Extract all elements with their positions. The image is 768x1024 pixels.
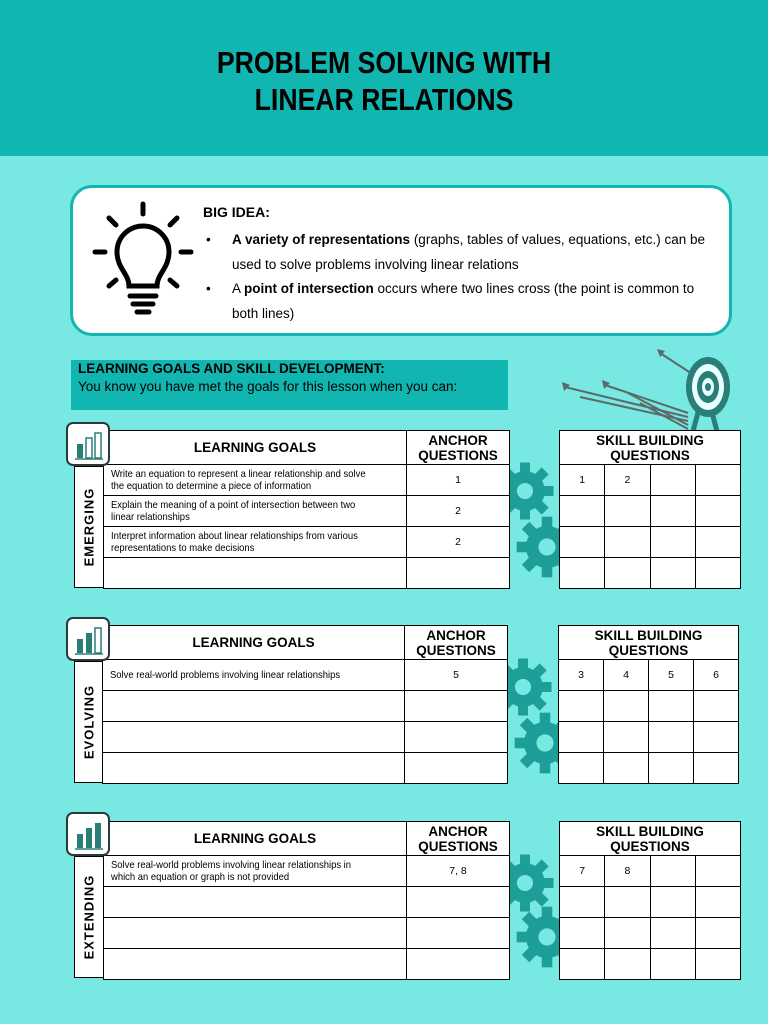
anchor-question[interactable]: 2 xyxy=(407,496,510,527)
skill-cell[interactable] xyxy=(695,527,740,558)
learning-goals-heading: LEARNING GOALS AND SKILL DEVELOPMENT: xyxy=(78,361,385,376)
big-idea-item xyxy=(203,228,723,277)
skill-cell[interactable] xyxy=(604,722,649,753)
table-row xyxy=(104,465,510,496)
skill-cell[interactable] xyxy=(650,856,695,887)
table-row xyxy=(559,753,739,784)
skill-cell[interactable] xyxy=(604,691,649,722)
goals-column-header: LEARNING GOALS xyxy=(104,822,407,856)
level-label: EMERGING xyxy=(81,487,97,567)
skill-cell[interactable] xyxy=(605,496,650,527)
skill-building-table xyxy=(559,430,741,589)
section-emerging xyxy=(0,422,768,592)
table-row xyxy=(104,558,510,589)
skill-cell[interactable] xyxy=(560,949,605,980)
skill-column-header xyxy=(560,822,741,856)
skill-cell[interactable] xyxy=(694,722,739,753)
table-row xyxy=(103,660,508,691)
table-row xyxy=(104,527,510,558)
table-row xyxy=(560,887,741,918)
anchor-question[interactable] xyxy=(407,558,510,589)
table-row xyxy=(104,918,510,949)
skill-cell[interactable] xyxy=(695,887,740,918)
anchor-question[interactable] xyxy=(405,722,508,753)
big-idea-item xyxy=(203,277,723,326)
level-sidebar xyxy=(74,661,104,783)
goal-text-line2: representations to make decisions xyxy=(111,542,255,554)
goal-text[interactable] xyxy=(104,558,407,589)
skill-cell[interactable] xyxy=(695,465,740,496)
skill-cell[interactable]: 4 xyxy=(604,660,649,691)
skill-cell[interactable] xyxy=(605,949,650,980)
skill-cell[interactable] xyxy=(650,887,695,918)
table-row xyxy=(560,558,741,589)
bar-chart-1-icon xyxy=(66,422,110,466)
goal-text[interactable] xyxy=(103,753,405,784)
skill-cell[interactable] xyxy=(604,753,649,784)
table-row xyxy=(103,722,508,753)
skill-building-table xyxy=(559,821,741,980)
goal-text xyxy=(104,496,407,527)
goal-text xyxy=(104,856,407,887)
anchor-question[interactable]: 1 xyxy=(407,465,510,496)
table-row xyxy=(560,465,741,496)
skill-header-line2: QUESTIONS xyxy=(608,642,689,658)
lightbulb-icon xyxy=(91,200,195,318)
big-idea-item-bold: point of intersection xyxy=(244,281,374,296)
skill-cell[interactable] xyxy=(695,949,740,980)
big-idea-list xyxy=(203,228,723,326)
skill-column-header xyxy=(559,626,739,660)
skill-cell[interactable] xyxy=(650,949,695,980)
anchor-question[interactable] xyxy=(407,887,510,918)
skill-cell[interactable] xyxy=(650,918,695,949)
table-row xyxy=(104,496,510,527)
anchor-header-line2: QUESTIONS xyxy=(418,447,498,463)
table-row xyxy=(560,856,741,887)
skill-cell[interactable] xyxy=(605,887,650,918)
skill-cell[interactable] xyxy=(559,753,604,784)
big-idea-item-text: occurs where two lines cross (the point is common to both lines) xyxy=(232,281,695,321)
goal-text xyxy=(104,465,407,496)
skill-cell[interactable] xyxy=(560,918,605,949)
goals-column-header: LEARNING GOALS xyxy=(104,431,407,465)
skill-cell[interactable] xyxy=(695,856,740,887)
goal-text[interactable] xyxy=(104,887,407,918)
table-row xyxy=(560,527,741,558)
skill-cell[interactable] xyxy=(605,558,650,589)
goal-text-line1: Solve real-world problems involving linear relationships in xyxy=(111,859,352,871)
section-extending xyxy=(0,812,768,982)
skill-cell[interactable] xyxy=(560,527,605,558)
anchor-header-line1: ANCHOR xyxy=(428,432,488,448)
learning-goals-banner xyxy=(71,360,508,410)
skill-cell[interactable] xyxy=(560,496,605,527)
skill-cell[interactable]: 2 xyxy=(605,465,650,496)
skill-cell[interactable]: 1 xyxy=(560,465,605,496)
learning-goals-table xyxy=(102,625,508,784)
anchor-question[interactable] xyxy=(405,753,508,784)
skill-header-line1: SKILL BUILDING xyxy=(596,432,704,448)
anchor-question[interactable] xyxy=(405,691,508,722)
skill-cell[interactable] xyxy=(650,558,695,589)
table-row xyxy=(560,496,741,527)
big-idea-box xyxy=(70,185,732,336)
goals-column-header: LEARNING GOALS xyxy=(103,626,405,660)
goal-text[interactable] xyxy=(104,918,407,949)
skill-cell[interactable] xyxy=(650,527,695,558)
skill-cell[interactable] xyxy=(559,691,604,722)
anchor-column-header xyxy=(407,822,510,856)
skill-building-table xyxy=(558,625,739,784)
table-row xyxy=(559,691,739,722)
big-idea-item-pre: A xyxy=(232,281,245,296)
page-title-line2: LINEAR RELATIONS xyxy=(254,82,514,117)
bar-chart-3-icon xyxy=(66,812,110,856)
skill-column-header xyxy=(560,431,741,465)
skill-header-line2: QUESTIONS xyxy=(610,447,690,463)
skill-cell[interactable] xyxy=(650,496,695,527)
table-row xyxy=(560,949,741,980)
anchor-question[interactable]: 5 xyxy=(405,660,508,691)
skill-cell[interactable]: 8 xyxy=(605,856,650,887)
section-evolving xyxy=(0,617,768,787)
level-label: EXTENDING xyxy=(81,874,97,960)
table-row xyxy=(104,949,510,980)
skill-cell[interactable] xyxy=(649,722,694,753)
skill-cell[interactable]: 5 xyxy=(649,660,694,691)
skill-cell[interactable] xyxy=(605,918,650,949)
anchor-question[interactable]: 7, 8 xyxy=(407,856,510,887)
goal-text-line2: linear relationships xyxy=(111,511,190,523)
skill-cell[interactable]: 6 xyxy=(694,660,739,691)
big-idea-heading: BIG IDEA: xyxy=(203,204,270,220)
goal-text-line1: Interpret information about linear relationships from various xyxy=(111,530,358,542)
skill-cell[interactable]: 7 xyxy=(560,856,605,887)
level-label: EVOLVING xyxy=(81,684,97,760)
goal-text xyxy=(104,527,407,558)
page-title xyxy=(54,44,714,118)
page-title-line1: PROBLEM SOLVING WITH xyxy=(216,45,552,80)
skill-header-line2: QUESTIONS xyxy=(610,838,690,854)
table-row xyxy=(559,722,739,753)
skill-cell[interactable] xyxy=(560,887,605,918)
table-row xyxy=(559,660,739,691)
learning-goals-table xyxy=(103,430,510,589)
skill-cell[interactable] xyxy=(649,753,694,784)
anchor-question[interactable]: 2 xyxy=(407,527,510,558)
level-sidebar xyxy=(74,856,104,978)
bullet-icon: • xyxy=(206,281,211,296)
skill-header-line1: SKILL BUILDING xyxy=(596,823,704,839)
goal-text-line1: Write an equation to represent a linear relationship and solve xyxy=(111,468,366,480)
skill-cell[interactable] xyxy=(695,496,740,527)
skill-cell[interactable] xyxy=(694,753,739,784)
table-row xyxy=(560,918,741,949)
anchor-question[interactable] xyxy=(407,949,510,980)
skill-header-line1: SKILL BUILDING xyxy=(594,627,703,643)
goal-text[interactable] xyxy=(104,949,407,980)
skill-cell[interactable]: 3 xyxy=(559,660,604,691)
big-idea-item-bold: A variety of representations xyxy=(232,232,411,247)
anchor-header-line1: ANCHOR xyxy=(428,823,488,839)
table-row xyxy=(104,887,510,918)
page-header xyxy=(0,0,768,156)
skill-cell[interactable] xyxy=(560,558,605,589)
anchor-column-header xyxy=(407,431,510,465)
skill-cell[interactable] xyxy=(650,465,695,496)
table-row xyxy=(104,856,510,887)
big-idea-item-text: (graphs, tables of values, equations, etc.) can be used to solve problems involving linear relations xyxy=(232,232,705,272)
anchor-header-line1: ANCHOR xyxy=(426,627,486,643)
goal-text xyxy=(103,660,405,691)
goal-text[interactable] xyxy=(103,691,405,722)
learning-goals-subtext: You know you have met the goals for this lesson when you can: xyxy=(78,379,458,394)
table-row xyxy=(103,691,508,722)
anchor-header-line2: QUESTIONS xyxy=(416,642,496,658)
goal-text-line2: which an equation or graph is not provided xyxy=(111,871,290,883)
table-row xyxy=(103,753,508,784)
bullet-icon: • xyxy=(206,232,211,247)
anchor-header-line2: QUESTIONS xyxy=(418,838,498,854)
bar-chart-2-icon xyxy=(66,617,110,661)
skill-cell[interactable] xyxy=(605,527,650,558)
goal-text[interactable] xyxy=(103,722,405,753)
anchor-question[interactable] xyxy=(407,918,510,949)
goal-text-line1: Solve real-world problems involving linear relationships xyxy=(110,669,341,681)
skill-cell[interactable] xyxy=(695,918,740,949)
skill-cell[interactable] xyxy=(694,691,739,722)
level-sidebar xyxy=(74,466,104,588)
skill-cell[interactable] xyxy=(695,558,740,589)
goal-text-line1: Explain the meaning of a point of intersection between two xyxy=(111,499,356,511)
anchor-column-header xyxy=(405,626,508,660)
skill-cell[interactable] xyxy=(649,691,694,722)
skill-cell[interactable] xyxy=(559,722,604,753)
goal-text-line2: the equation to determine a piece of information xyxy=(111,480,312,492)
learning-goals-table xyxy=(103,821,510,980)
